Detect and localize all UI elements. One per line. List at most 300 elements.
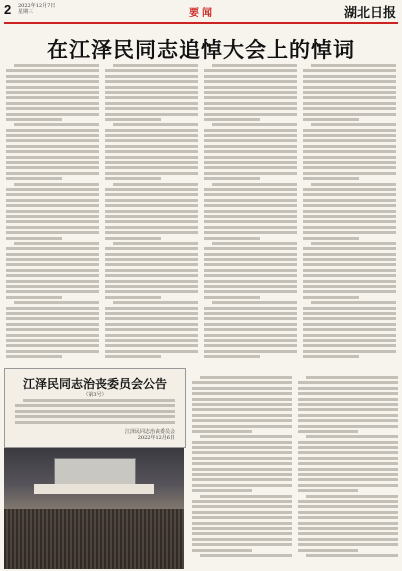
text-line xyxy=(6,350,99,353)
text-line xyxy=(303,86,396,89)
text-line xyxy=(105,161,198,164)
text-line xyxy=(303,285,396,288)
text-line xyxy=(6,118,62,121)
text-line xyxy=(105,177,161,180)
text-line xyxy=(6,339,99,342)
header-rule xyxy=(4,22,398,24)
text-line xyxy=(298,478,398,481)
text-line xyxy=(6,307,99,310)
text-line xyxy=(6,220,99,223)
text-line xyxy=(212,64,297,67)
text-line xyxy=(6,134,99,137)
text-line xyxy=(298,462,398,465)
text-line xyxy=(200,435,292,438)
text-line xyxy=(298,398,398,401)
text-line xyxy=(192,538,292,541)
text-line xyxy=(303,237,359,240)
text-line xyxy=(311,301,396,304)
text-line xyxy=(14,183,99,186)
text-line xyxy=(204,199,297,202)
text-line xyxy=(303,102,396,105)
text-line xyxy=(303,269,396,272)
text-line xyxy=(212,242,297,245)
text-line xyxy=(303,312,396,315)
text-line xyxy=(303,69,396,72)
text-line xyxy=(204,328,297,331)
newspaper-masthead: 湖北日报 xyxy=(343,6,396,21)
text-line xyxy=(6,237,62,240)
text-line xyxy=(303,156,396,159)
text-line xyxy=(105,247,198,250)
text-line xyxy=(6,258,99,261)
text-line xyxy=(105,328,198,331)
text-line xyxy=(298,425,398,428)
text-line xyxy=(105,237,161,240)
text-line xyxy=(303,339,396,342)
text-line xyxy=(298,408,398,411)
text-line xyxy=(192,430,252,433)
text-line xyxy=(105,75,198,78)
text-line xyxy=(192,392,292,395)
text-line xyxy=(192,419,292,422)
text-line xyxy=(204,86,297,89)
text-line xyxy=(192,414,292,417)
text-line xyxy=(192,381,292,384)
text-line xyxy=(6,166,99,169)
text-line xyxy=(6,317,99,320)
text-line xyxy=(204,334,297,337)
text-line xyxy=(303,220,396,223)
text-line xyxy=(306,554,398,557)
text-line xyxy=(192,500,292,503)
date-text: 2022年12月7日 xyxy=(18,3,56,9)
text-line xyxy=(298,505,398,508)
text-line xyxy=(303,215,396,218)
text-line xyxy=(204,253,297,256)
text-line xyxy=(303,193,396,196)
text-line xyxy=(15,421,175,424)
text-line xyxy=(204,69,297,72)
text-line xyxy=(192,446,292,449)
text-column-3 xyxy=(204,64,297,374)
text-line xyxy=(192,549,252,552)
text-line xyxy=(105,210,198,213)
text-line xyxy=(311,242,396,245)
announcement-body xyxy=(15,399,175,426)
text-line xyxy=(113,64,198,67)
right-column-1 xyxy=(192,376,292,566)
text-line xyxy=(298,532,398,535)
text-line xyxy=(303,139,396,142)
text-line xyxy=(192,451,292,454)
text-line xyxy=(6,172,99,175)
text-line xyxy=(192,425,292,428)
section-title: 要闻 xyxy=(189,8,215,19)
text-line xyxy=(303,129,396,132)
text-line xyxy=(204,344,297,347)
text-line xyxy=(105,80,198,83)
text-line xyxy=(6,344,99,347)
text-line xyxy=(204,118,260,121)
text-line xyxy=(192,468,292,471)
text-line xyxy=(6,323,99,326)
text-line xyxy=(14,123,99,126)
text-line xyxy=(192,462,292,465)
text-line xyxy=(6,113,99,116)
text-line xyxy=(192,522,292,525)
text-line xyxy=(105,113,198,116)
text-line xyxy=(105,172,198,175)
text-line xyxy=(204,285,297,288)
text-line xyxy=(298,484,398,487)
text-line xyxy=(298,516,398,519)
text-line xyxy=(105,118,161,121)
text-line xyxy=(204,247,297,250)
text-line xyxy=(192,527,292,530)
text-line xyxy=(204,96,297,99)
text-line xyxy=(303,253,396,256)
text-line xyxy=(6,269,99,272)
text-line xyxy=(303,323,396,326)
text-line xyxy=(105,193,198,196)
text-line xyxy=(298,441,398,444)
text-line xyxy=(105,355,161,358)
text-line xyxy=(204,237,260,240)
text-line xyxy=(303,210,396,213)
text-line xyxy=(303,204,396,207)
text-line xyxy=(105,107,198,110)
text-line xyxy=(6,96,99,99)
text-line xyxy=(303,258,396,261)
text-line xyxy=(105,307,198,310)
text-line xyxy=(303,145,396,148)
text-line xyxy=(311,64,396,67)
text-line xyxy=(204,166,297,169)
text-line xyxy=(298,392,398,395)
text-line xyxy=(105,96,198,99)
text-line xyxy=(204,75,297,78)
text-line xyxy=(303,113,396,116)
text-line xyxy=(200,495,292,498)
text-line xyxy=(6,328,99,331)
text-line xyxy=(105,253,198,256)
text-line xyxy=(298,419,398,422)
text-line xyxy=(303,96,396,99)
text-line xyxy=(6,75,99,78)
text-line xyxy=(6,129,99,132)
text-line xyxy=(204,258,297,261)
text-line xyxy=(204,307,297,310)
photo-crowd xyxy=(4,509,184,569)
text-line xyxy=(6,156,99,159)
text-line xyxy=(6,296,62,299)
text-line xyxy=(298,430,358,433)
text-line xyxy=(303,161,396,164)
text-line xyxy=(113,123,198,126)
text-line xyxy=(192,543,292,546)
text-line xyxy=(306,376,398,379)
text-line xyxy=(105,145,198,148)
text-line xyxy=(113,183,198,186)
text-line xyxy=(204,231,297,234)
text-line xyxy=(306,435,398,438)
text-line xyxy=(298,381,398,384)
text-line xyxy=(105,204,198,207)
text-line xyxy=(204,204,297,207)
text-line xyxy=(303,166,396,169)
text-line xyxy=(200,554,292,557)
text-line xyxy=(6,102,99,105)
text-line xyxy=(303,91,396,94)
text-line xyxy=(204,161,297,164)
text-line xyxy=(298,527,398,530)
text-line xyxy=(192,532,292,535)
text-line xyxy=(192,398,292,401)
text-line xyxy=(105,134,198,137)
text-line xyxy=(105,285,198,288)
text-line xyxy=(105,226,198,229)
text-line xyxy=(303,80,396,83)
text-line xyxy=(204,113,297,116)
text-line xyxy=(298,543,398,546)
text-line xyxy=(303,226,396,229)
text-line xyxy=(303,274,396,277)
text-line xyxy=(105,269,198,272)
text-line xyxy=(15,410,175,413)
text-line xyxy=(298,522,398,525)
text-line xyxy=(6,263,99,266)
text-line xyxy=(200,376,292,379)
text-line xyxy=(192,478,292,481)
text-line xyxy=(204,263,297,266)
text-line xyxy=(6,280,99,283)
text-line xyxy=(204,102,297,105)
article-headline: 在江泽民同志追悼大会上的悼词 xyxy=(47,38,355,62)
text-line xyxy=(298,549,358,552)
text-line xyxy=(303,247,396,250)
continued-article xyxy=(192,376,398,569)
text-line xyxy=(298,414,398,417)
text-line xyxy=(204,226,297,229)
text-line xyxy=(204,312,297,315)
text-line xyxy=(105,156,198,159)
text-line xyxy=(311,123,396,126)
announcement-box xyxy=(4,368,186,448)
text-line xyxy=(298,468,398,471)
text-line xyxy=(303,231,396,234)
text-line xyxy=(298,511,398,514)
text-line xyxy=(105,323,198,326)
text-line xyxy=(15,404,175,407)
text-line xyxy=(105,312,198,315)
signatory: 江泽民同志治丧委员会 xyxy=(124,429,175,435)
text-line xyxy=(204,91,297,94)
announcement-title: 江泽民同志治丧委员会公告 xyxy=(22,377,167,391)
text-line xyxy=(204,107,297,110)
text-line xyxy=(6,177,62,180)
text-line xyxy=(6,274,99,277)
text-line xyxy=(303,177,359,180)
text-line xyxy=(6,253,99,256)
text-line xyxy=(105,296,161,299)
text-line xyxy=(6,150,99,153)
text-line xyxy=(14,242,99,245)
text-line xyxy=(113,242,198,245)
text-line xyxy=(298,489,358,492)
text-line xyxy=(298,457,398,460)
text-line xyxy=(105,102,198,105)
text-line xyxy=(192,489,252,492)
text-column-1 xyxy=(6,64,99,374)
text-line xyxy=(105,350,198,353)
text-line xyxy=(105,139,198,142)
text-line xyxy=(306,495,398,498)
text-line xyxy=(6,139,99,142)
right-column-2 xyxy=(298,376,398,566)
weekday-text: 星期三 xyxy=(18,9,34,15)
text-line xyxy=(105,220,198,223)
text-line xyxy=(303,334,396,337)
text-line xyxy=(204,129,297,132)
text-line xyxy=(6,355,62,358)
text-line xyxy=(204,188,297,191)
text-line xyxy=(204,172,297,175)
text-line xyxy=(6,161,99,164)
text-line xyxy=(192,403,292,406)
text-line xyxy=(204,156,297,159)
text-line xyxy=(303,307,396,310)
text-line xyxy=(204,210,297,213)
text-line xyxy=(303,263,396,266)
text-line xyxy=(6,69,99,72)
text-line xyxy=(192,505,292,508)
text-line xyxy=(204,134,297,137)
text-line xyxy=(303,296,359,299)
text-line xyxy=(15,415,175,418)
text-line xyxy=(303,150,396,153)
text-line xyxy=(6,86,99,89)
text-line xyxy=(204,193,297,196)
text-line xyxy=(105,129,198,132)
text-line xyxy=(105,290,198,293)
text-line xyxy=(105,317,198,320)
text-line xyxy=(204,296,260,299)
text-line xyxy=(298,538,398,541)
text-line xyxy=(212,183,297,186)
text-line xyxy=(204,177,260,180)
text-line xyxy=(303,188,396,191)
photo-stage xyxy=(54,458,136,486)
text-line xyxy=(105,91,198,94)
text-line xyxy=(204,139,297,142)
text-line xyxy=(192,516,292,519)
text-line xyxy=(298,403,398,406)
text-line xyxy=(105,280,198,283)
text-line xyxy=(192,473,292,476)
text-line xyxy=(105,339,198,342)
text-line xyxy=(204,215,297,218)
text-line xyxy=(6,247,99,250)
announcement-signature xyxy=(125,429,175,441)
text-line xyxy=(204,350,297,353)
text-line xyxy=(303,118,359,121)
text-line xyxy=(303,107,396,110)
memorial-photo xyxy=(4,448,184,569)
text-line xyxy=(105,150,198,153)
text-line xyxy=(105,199,198,202)
text-line xyxy=(105,334,198,337)
text-line xyxy=(192,457,292,460)
text-line xyxy=(105,86,198,89)
text-line xyxy=(105,69,198,72)
text-line xyxy=(303,75,396,78)
text-line xyxy=(6,210,99,213)
text-line xyxy=(6,199,99,202)
text-line xyxy=(14,301,99,304)
text-line xyxy=(204,220,297,223)
page-header xyxy=(4,2,398,20)
text-line xyxy=(6,91,99,94)
text-line xyxy=(303,355,359,358)
text-line xyxy=(303,344,396,347)
text-line xyxy=(204,317,297,320)
text-line xyxy=(23,399,175,402)
text-line xyxy=(204,269,297,272)
text-line xyxy=(212,123,297,126)
text-line xyxy=(6,215,99,218)
text-line xyxy=(303,328,396,331)
text-line xyxy=(204,323,297,326)
text-line xyxy=(298,500,398,503)
article-body xyxy=(6,64,398,374)
text-line xyxy=(298,451,398,454)
text-line xyxy=(204,145,297,148)
text-line xyxy=(6,285,99,288)
text-line xyxy=(14,64,99,67)
text-line xyxy=(6,231,99,234)
photo-flowers xyxy=(34,484,154,494)
text-line xyxy=(303,134,396,137)
text-line xyxy=(204,274,297,277)
text-line xyxy=(298,446,398,449)
text-line xyxy=(192,484,292,487)
text-line xyxy=(204,355,260,358)
text-line xyxy=(204,339,297,342)
text-line xyxy=(6,312,99,315)
page-number: 2 xyxy=(4,2,12,17)
text-line xyxy=(303,290,396,293)
text-line xyxy=(6,80,99,83)
text-line xyxy=(192,387,292,390)
text-line xyxy=(6,107,99,110)
text-line xyxy=(303,199,396,202)
text-column-4 xyxy=(303,64,396,374)
text-line xyxy=(204,280,297,283)
announcement-number: （第3号） xyxy=(83,392,107,398)
text-line xyxy=(204,290,297,293)
text-line xyxy=(192,408,292,411)
text-line xyxy=(6,204,99,207)
text-line xyxy=(6,193,99,196)
text-line xyxy=(204,80,297,83)
text-line xyxy=(298,387,398,390)
issue-date xyxy=(18,3,55,15)
text-line xyxy=(105,258,198,261)
text-line xyxy=(311,183,396,186)
text-line xyxy=(298,473,398,476)
text-line xyxy=(6,290,99,293)
text-column-2 xyxy=(105,64,198,374)
